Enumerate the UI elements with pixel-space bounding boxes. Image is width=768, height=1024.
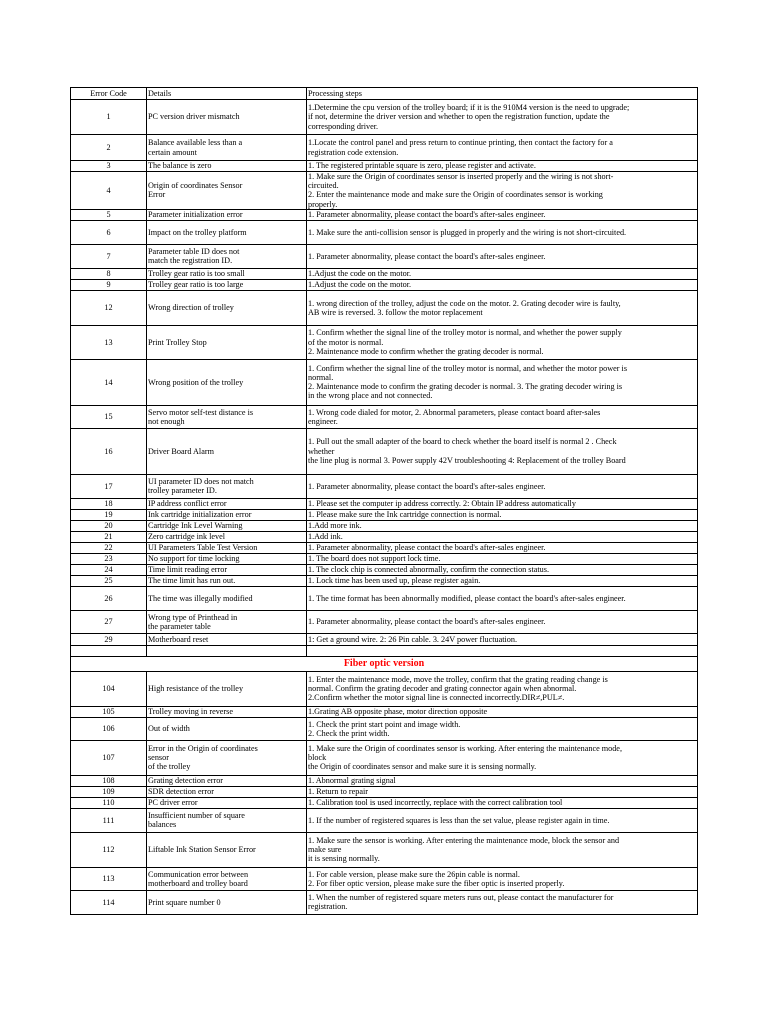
error-code-cell: 15: [71, 405, 147, 428]
processing-steps-cell: [307, 575, 698, 586]
details-cell: [147, 808, 307, 832]
details-cell: [147, 290, 307, 325]
error-code-cell: 106: [71, 717, 147, 740]
error-code-cell: 18: [71, 498, 147, 509]
processing-steps-cell: [307, 564, 698, 575]
steps-line: properly.: [308, 199, 338, 209]
details-line: Cartridge Ink Level Warning: [148, 521, 243, 531]
processing-steps-cell: [307, 100, 698, 135]
details-cell: [147, 428, 307, 474]
steps-line: 2. For fiber optic version, please make sure the fiber optic is inserted properly.: [308, 878, 565, 888]
details-cell: [147, 531, 307, 542]
steps-line: 1. Parameter abnormality, please contact the board's after-sales engineer.: [308, 543, 546, 553]
table-row: [71, 209, 698, 220]
processing-steps-cell: [307, 542, 698, 553]
details-cell: [147, 706, 307, 717]
table-row: [71, 775, 698, 786]
table-row: [71, 671, 698, 706]
details-cell: [147, 172, 307, 210]
steps-line: if not, determine the driver version and whether to open the registration function, update the: [308, 112, 610, 122]
details-cell: [147, 575, 307, 586]
steps-line: 1.Locate the control panel and press return to continue printing, then contact the factory for a: [308, 138, 613, 148]
steps-line: registration code extension.: [308, 147, 399, 157]
steps-line: 1. Lock time has been used up, please register again.: [308, 576, 481, 586]
details-line: Liftable Ink Station Sensor Error: [148, 845, 256, 855]
table-row: [71, 797, 698, 808]
processing-steps-cell: [307, 797, 698, 808]
blank-cell: [71, 645, 147, 656]
details-cell: [147, 797, 307, 808]
table-row: [71, 509, 698, 520]
steps-line: 1.Adjust the code on the motor.: [308, 269, 412, 279]
details-line: Trolley gear ratio is too small: [148, 269, 245, 279]
error-code-cell: 109: [71, 786, 147, 797]
error-code-cell: 22: [71, 542, 147, 553]
table-row: [71, 786, 698, 797]
details-cell: [147, 405, 307, 428]
steps-line: 1. Parameter abnormality, please contact the board's after-sales engineer.: [308, 251, 546, 261]
details-cell: [147, 610, 307, 633]
steps-line: 1. Wrong code dialed for motor, 2. Abnormal parameters, please contact board after-sales: [308, 407, 601, 417]
table-row: [71, 405, 698, 428]
details-cell: [147, 520, 307, 531]
processing-steps-cell: [307, 172, 698, 210]
table-row: [71, 161, 698, 172]
processing-steps-cell: [307, 786, 698, 797]
error-code-cell: 112: [71, 832, 147, 867]
details-line: sensor: [148, 753, 169, 763]
details-line: Ink cartridge initialization error: [148, 510, 252, 520]
steps-line: 1. Pull out the small adapter of the board to check whether the board itself is normal 2 . Check: [308, 437, 617, 447]
processing-steps-cell: [307, 220, 698, 244]
details-cell: [147, 867, 307, 890]
steps-line: 2. Check the print width.: [308, 728, 390, 738]
error-code-cell: 5: [71, 209, 147, 220]
table-row: [71, 498, 698, 509]
details-line: Trolley moving in reverse: [148, 707, 233, 717]
details-cell: [147, 161, 307, 172]
details-line: Error: [148, 190, 166, 200]
details-line: Parameter initialization error: [148, 210, 243, 220]
error-code-table: [70, 87, 698, 915]
steps-line: 1.Add ink.: [308, 532, 343, 542]
details-cell: [147, 135, 307, 161]
steps-line: 1. Make sure the anti-collision sensor is plugged in properly and the wiring is not short-circuited.: [308, 227, 627, 237]
details-cell: [147, 586, 307, 610]
table-row: [71, 717, 698, 740]
table-row: [71, 531, 698, 542]
error-code-cell: 6: [71, 220, 147, 244]
processing-steps-cell: [307, 209, 698, 220]
error-code-cell: 27: [71, 610, 147, 633]
error-code-cell: 4: [71, 172, 147, 210]
steps-line: 1: Get a ground wire. 2: 26 Pin cable. 3. 24V power fluctuation.: [308, 634, 518, 644]
details-line: Parameter table ID does not: [148, 247, 240, 257]
details-cell: [147, 359, 307, 405]
table-header-row: [71, 88, 698, 100]
header-processing-steps: Processing steps: [307, 88, 698, 100]
details-line: Zero cartridge ink level: [148, 532, 226, 542]
error-code-cell: 110: [71, 797, 147, 808]
table-row: [71, 832, 698, 867]
details-line: Origin of coordinates Sensor: [148, 181, 243, 191]
steps-line: 1. Make sure the Origin of coordinates sensor is inserted properly and the wiring is not short-: [308, 172, 614, 181]
blank-cell: [307, 645, 698, 656]
steps-line: 2. Enter the maintenance mode and make sure the Origin of coordinates sensor is working: [308, 190, 603, 200]
processing-steps-cell: [307, 509, 698, 520]
processing-steps-cell: [307, 290, 698, 325]
processing-steps-cell: [307, 531, 698, 542]
header-details: Details: [147, 88, 307, 100]
details-line: Impact on the trolley platform: [148, 227, 247, 237]
processing-steps-cell: [307, 717, 698, 740]
processing-steps-cell: [307, 474, 698, 498]
blank-row: [71, 645, 698, 656]
processing-steps-cell: [307, 428, 698, 474]
steps-line: 2.Confirm whether the motor signal line is connected incorrectly.DIR≠,PUL≠.: [308, 693, 565, 703]
table-row: [71, 564, 698, 575]
details-cell: [147, 717, 307, 740]
error-code-cell: 21: [71, 531, 147, 542]
details-line: Time limit reading error: [148, 565, 228, 575]
steps-line: 1.Add more ink.: [308, 521, 362, 531]
steps-line: 1. Make sure the sensor is working. After entering the maintenance mode, block the sensor and: [308, 835, 620, 845]
section-title-fiber-optic: Fiber optic version: [71, 656, 698, 671]
error-code-cell: 25: [71, 575, 147, 586]
processing-steps-cell: [307, 706, 698, 717]
processing-steps-cell: [307, 867, 698, 890]
steps-line: 1. If the number of registered squares is less than the set value, please register again in time.: [308, 815, 610, 825]
steps-line: 1. Parameter abnormality, please contact the board's after-sales engineer.: [308, 481, 546, 491]
steps-line: block: [308, 753, 327, 763]
steps-line: 1. wrong direction of the trolley, adjust the code on the motor. 2. Grating decoder wire is faulty,: [308, 298, 621, 308]
error-code-cell: 107: [71, 740, 147, 775]
details-line: High resistance of the trolley: [148, 684, 244, 694]
table-row: [71, 808, 698, 832]
details-line: motherboard and trolley board: [148, 878, 248, 888]
details-line: trolley parameter ID.: [148, 486, 217, 496]
details-line: Driver Board Alarm: [148, 446, 214, 456]
steps-line: corresponding driver.: [308, 121, 379, 131]
details-line: the parameter table: [148, 621, 211, 631]
details-cell: [147, 553, 307, 564]
processing-steps-cell: [307, 553, 698, 564]
steps-line: 1.Adjust the code on the motor.: [308, 280, 412, 290]
processing-steps-cell: [307, 890, 698, 914]
steps-line: 1. The clock chip is connected abnormally, confirm the connection status.: [308, 565, 550, 575]
processing-steps-cell: [307, 244, 698, 268]
details-cell: [147, 740, 307, 775]
processing-steps-cell: [307, 359, 698, 405]
details-cell: [147, 564, 307, 575]
details-line: Print Trolley Stop: [148, 337, 207, 347]
details-line: Wrong type of Printhead in: [148, 612, 238, 622]
steps-line: 1. Make sure the Origin of coordinates sensor is working. After entering the maintenance mode,: [308, 743, 622, 753]
details-line: PC version driver mismatch: [148, 112, 240, 122]
processing-steps-cell: [307, 633, 698, 645]
steps-line: 1. Parameter abnormality, please contact the board's after-sales engineer.: [308, 210, 546, 220]
processing-steps-cell: [307, 610, 698, 633]
table-row: [71, 706, 698, 717]
details-line: not enough: [148, 416, 185, 426]
details-cell: [147, 220, 307, 244]
table-row: [71, 325, 698, 359]
steps-line: circuited.: [308, 181, 339, 191]
error-code-cell: 26: [71, 586, 147, 610]
steps-line: 1. Confirm whether the signal line of the trolley motor is normal, and whether the power supply: [308, 328, 622, 338]
processing-steps-cell: [307, 808, 698, 832]
steps-line: 1. Please set the computer ip address correctly. 2: Obtain IP address automatically: [308, 499, 576, 509]
table-row: [71, 474, 698, 498]
error-code-cell: 24: [71, 564, 147, 575]
error-code-cell: 111: [71, 808, 147, 832]
details-line: UI Parameters Table Test Version: [148, 543, 258, 553]
details-line: Print square number 0: [148, 897, 221, 907]
steps-line: 1. When the number of registered square meters runs out, please contact the manufacturer for: [308, 893, 614, 903]
steps-line: 1.Determine the cpu version of the trolley board; if it is the 910M4 version is the need to upgrade;: [308, 103, 630, 113]
processing-steps-cell: [307, 520, 698, 531]
steps-line: it is sensing normally.: [308, 854, 380, 864]
processing-steps-cell: [307, 135, 698, 161]
table-row: [71, 520, 698, 531]
details-cell: [147, 268, 307, 279]
details-cell: [147, 671, 307, 706]
details-line: Grating detection error: [148, 776, 224, 786]
steps-line: 1. The board does not support lock time.: [308, 554, 441, 564]
processing-steps-cell: [307, 405, 698, 428]
details-cell: [147, 832, 307, 867]
error-code-cell: 16: [71, 428, 147, 474]
steps-line: 1. Abnormal grating signal: [308, 776, 396, 786]
steps-line: 1.Grating AB opposite phase, motor direction opposite: [308, 707, 488, 717]
error-code-cell: 9: [71, 279, 147, 290]
details-line: certain amount: [148, 147, 197, 157]
processing-steps-cell: [307, 671, 698, 706]
details-line: PC driver error: [148, 798, 198, 808]
details-line: Error in the Origin of coordinates: [148, 743, 258, 753]
error-code-cell: 8: [71, 268, 147, 279]
details-cell: [147, 325, 307, 359]
error-code-cell: 17: [71, 474, 147, 498]
steps-line: 1. Enter the maintenance mode, move the trolley, confirm that the grating reading change is: [308, 674, 608, 684]
steps-line: normal.: [308, 373, 334, 383]
steps-line: of the motor is normal.: [308, 337, 384, 347]
table-row: [71, 553, 698, 564]
details-cell: [147, 890, 307, 914]
details-line: Wrong direction of trolley: [148, 303, 234, 313]
processing-steps-cell: [307, 279, 698, 290]
steps-line: in the wrong place and not connected.: [308, 391, 433, 401]
details-cell: [147, 509, 307, 520]
processing-steps-cell: [307, 740, 698, 775]
error-code-cell: 104: [71, 671, 147, 706]
steps-line: the line plug is normal 3. Power supply 42V troubleshooting 4: Replacement of the trolley Board: [308, 455, 626, 465]
table-row: [71, 279, 698, 290]
steps-line: 1. Confirm whether the signal line of the trolley motor is normal, and whether the motor power is: [308, 363, 628, 373]
error-table-body: [71, 88, 698, 915]
details-line: Out of width: [148, 724, 190, 734]
details-cell: [147, 775, 307, 786]
table-row: [71, 867, 698, 890]
error-code-cell: 2: [71, 135, 147, 161]
details-cell: [147, 786, 307, 797]
header-error-code: Error Code: [71, 88, 147, 100]
error-code-cell: 29: [71, 633, 147, 645]
table-row: [71, 220, 698, 244]
details-cell: [147, 633, 307, 645]
details-line: SDR detection error: [148, 787, 214, 797]
processing-steps-cell: [307, 832, 698, 867]
details-cell: [147, 542, 307, 553]
error-code-cell: 20: [71, 520, 147, 531]
error-code-cell: 14: [71, 359, 147, 405]
table-row: [71, 359, 698, 405]
details-line: Wrong position of the trolley: [148, 377, 244, 387]
error-code-cell: 1: [71, 100, 147, 135]
details-line: IP address conflict error: [148, 499, 227, 509]
details-line: The time was illegally modified: [148, 593, 253, 603]
details-line: Motherboard reset: [148, 634, 209, 644]
steps-line: 1. Parameter abnormality, please contact the board's after-sales engineer.: [308, 617, 546, 627]
steps-line: engineer.: [308, 416, 338, 426]
details-cell: [147, 244, 307, 268]
steps-line: 1. For cable version, please make sure the 26pin cable is normal.: [308, 869, 520, 879]
error-code-cell: 3: [71, 161, 147, 172]
table-row: [71, 268, 698, 279]
steps-line: 1. The time format has been abnormally modified, please contact the board's after-sales engineer.: [308, 593, 626, 603]
steps-line: 2. Maintenance mode to confirm the grating decoder is normal. 3. The grating decoder wiring is: [308, 382, 623, 392]
error-code-cell: 19: [71, 509, 147, 520]
details-line: The time limit has run out.: [148, 576, 236, 586]
steps-line: 2. Maintenance mode to confirm whether the grating decoder is normal.: [308, 346, 544, 356]
table-row: [71, 428, 698, 474]
steps-line: 1. Return to repair: [308, 787, 369, 797]
steps-line: make sure: [308, 845, 342, 855]
section-row: [71, 656, 698, 671]
table-row: [71, 172, 698, 210]
table-row: [71, 633, 698, 645]
table-row: [71, 244, 698, 268]
details-line: Servo motor self-test distance is: [148, 407, 254, 417]
details-line: Trolley gear ratio is too large: [148, 280, 244, 290]
details-line: Insufficient number of square: [148, 811, 245, 821]
details-line: match the registration ID.: [148, 256, 233, 266]
steps-line: the Origin of coordinates sensor and make sure it is sensing normally.: [308, 762, 537, 772]
table-row: [71, 890, 698, 914]
details-cell: [147, 279, 307, 290]
details-line: The balance is zero: [148, 161, 212, 171]
steps-line: AB wire is reversed. 3. follow the motor replacement: [308, 307, 483, 317]
processing-steps-cell: [307, 586, 698, 610]
table-row: [71, 100, 698, 135]
table-row: [71, 135, 698, 161]
details-cell: [147, 209, 307, 220]
error-code-cell: 23: [71, 553, 147, 564]
error-code-cell: 12: [71, 290, 147, 325]
error-code-cell: 7: [71, 244, 147, 268]
steps-line: whether: [308, 446, 335, 456]
steps-line: 1. Check the print start point and image width.: [308, 719, 461, 729]
details-line: UI parameter ID does not match: [148, 477, 254, 487]
steps-line: registration.: [308, 902, 348, 912]
table-row: [71, 575, 698, 586]
processing-steps-cell: [307, 775, 698, 786]
error-code-cell: 13: [71, 325, 147, 359]
error-code-cell: 105: [71, 706, 147, 717]
steps-line: 1. The registered printable square is zero, please register and activate.: [308, 161, 536, 171]
processing-steps-cell: [307, 268, 698, 279]
details-line: Balance available less than a: [148, 138, 243, 148]
table-row: [71, 740, 698, 775]
details-cell: [147, 498, 307, 509]
processing-steps-cell: [307, 161, 698, 172]
error-code-cell: 108: [71, 775, 147, 786]
details-line: of the trolley: [148, 762, 191, 772]
details-cell: [147, 100, 307, 135]
blank-cell: [147, 645, 307, 656]
details-line: No support for time locking: [148, 554, 240, 564]
error-code-cell: 113: [71, 867, 147, 890]
steps-line: normal. Confirm the grating decoder and grating connector again when abnormal.: [308, 684, 577, 694]
error-code-cell: 114: [71, 890, 147, 914]
steps-line: 1. Please make sure the Ink cartridge connection is normal.: [308, 510, 502, 520]
details-line: Communication error between: [148, 869, 249, 879]
table-row: [71, 290, 698, 325]
details-line: balances: [148, 820, 177, 830]
table-row: [71, 542, 698, 553]
processing-steps-cell: [307, 498, 698, 509]
steps-line: 1. Calibration tool is used incorrectly, replace with the correct calibration tool: [308, 798, 563, 808]
table-row: [71, 586, 698, 610]
processing-steps-cell: [307, 325, 698, 359]
table-row: [71, 610, 698, 633]
details-cell: [147, 474, 307, 498]
